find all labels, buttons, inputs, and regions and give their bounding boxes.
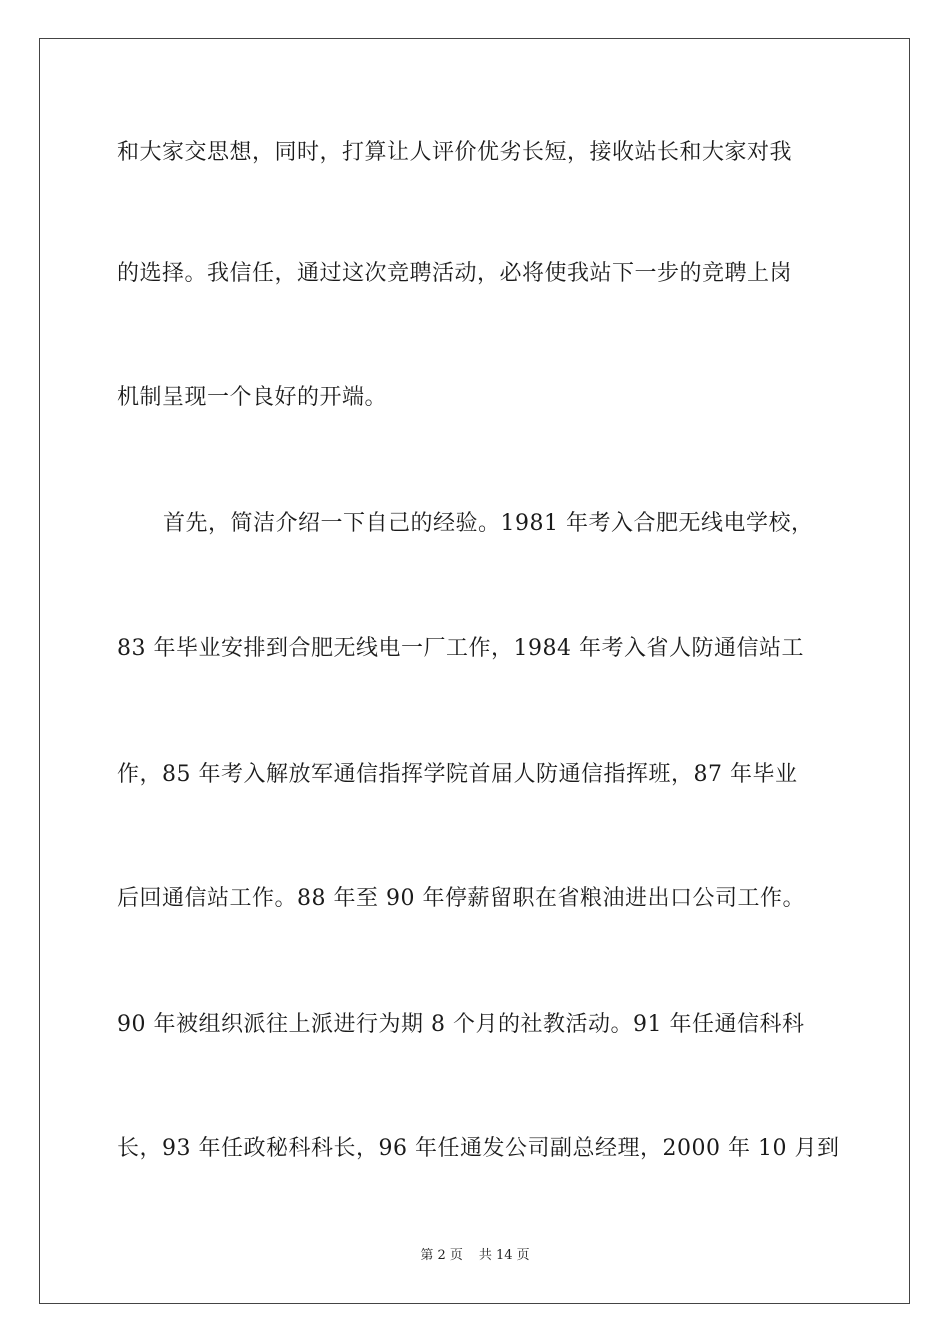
page-number: 第 2 页 — [420, 1248, 463, 1263]
text-line-1: 和大家交思想，同时，打算让人评价优劣长短，接收站长和大家对我 — [117, 140, 793, 165]
text-line-5: 83 年毕业安排到合肥无线电一厂工作，1984 年考入省人防通信站工 — [117, 636, 804, 661]
page-frame — [39, 38, 910, 1304]
text-line-2: 的选择。我信任，通过这次竞聘活动，必将使我站下一步的竞聘上岗 — [117, 261, 793, 286]
page-footer — [0, 1247, 950, 1265]
text-line-4: 首先，简洁介绍一下自己的经验。1981 年考入合肥无线电学校， — [163, 511, 814, 536]
text-line-8: 90 年被组织派往上派进行为期 8 个月的社教活动。91 年任通信科科 — [117, 1012, 805, 1037]
text-line-3: 机制呈现一个良好的开端。 — [117, 385, 388, 410]
page-total: 共 14 页 — [478, 1248, 530, 1263]
text-line-6: 作，85 年考入解放军通信指挥学院首届人防通信指挥班，87 年毕业 — [117, 762, 798, 787]
text-line-9: 长，93 年任政秘科科长，96 年任通发公司副总经理，2000 年 10 月到 — [117, 1136, 840, 1161]
text-line-7: 后回通信站工作。88 年至 90 年停薪留职在省粮油进出口公司工作。 — [117, 886, 805, 911]
